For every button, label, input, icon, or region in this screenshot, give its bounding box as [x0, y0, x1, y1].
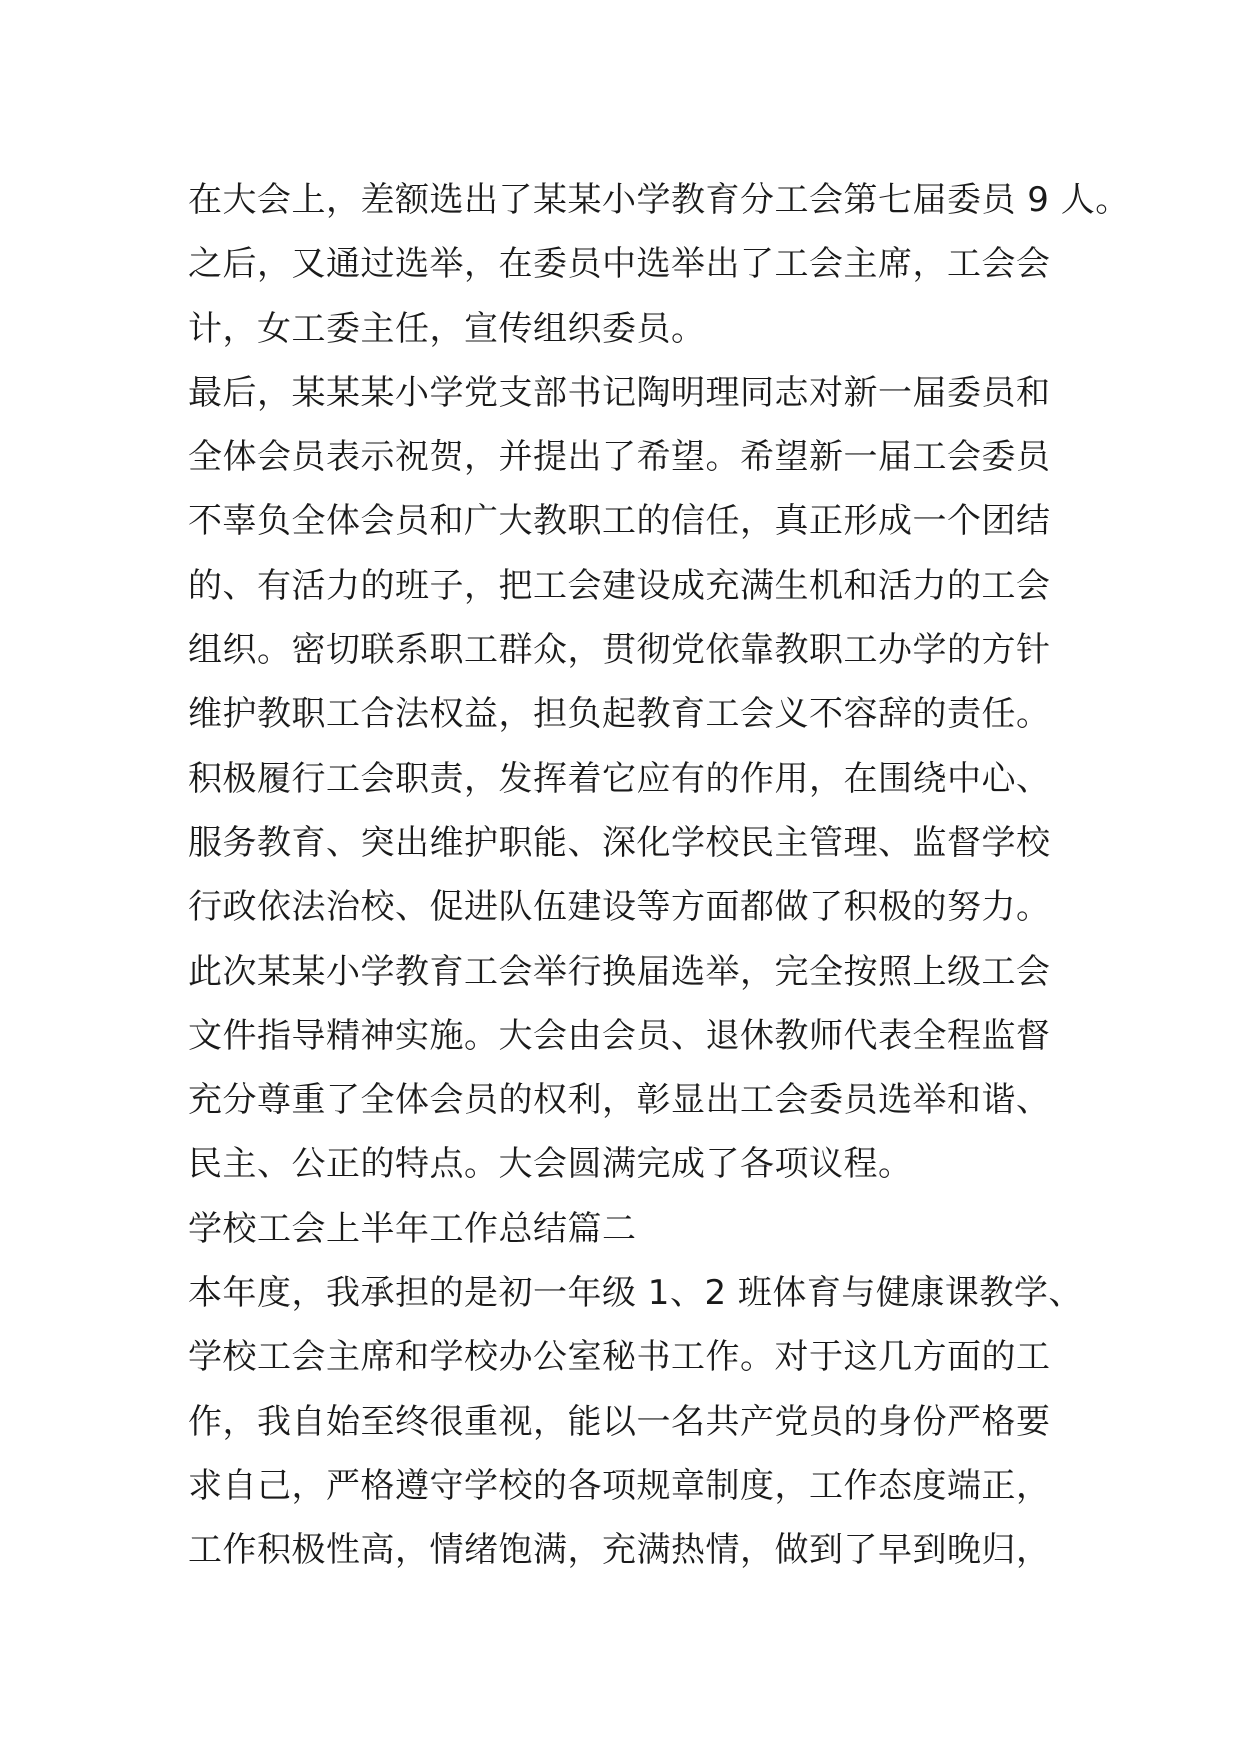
text-line: 维护教职工合法权益，担负起教育工会义不容辞的责任。	[188, 694, 1051, 735]
text-line: 的、有活力的班子，把工会建设成充满生机和活力的工会	[188, 565, 1051, 606]
document-body	[188, 168, 1130, 1583]
text-line: 工作积极性高，情绪饱满，充满热情，做到了早到晚归，	[188, 1530, 1051, 1571]
text-line: 文件指导精神实施。大会由会员、退休教师代表全程监督	[188, 1015, 1051, 1056]
text-line: 行政依法治校、促进队伍建设等方面都做了积极的努力。	[188, 887, 1051, 928]
text-line: 作，我自始至终很重视，能以一名共产党员的身份严格要	[188, 1401, 1051, 1442]
section-heading: 学校工会上半年工作总结篇二	[188, 1208, 637, 1249]
text-line: 最后，某某某小学党支部书记陶明理同志对新一届委员和	[188, 372, 1051, 413]
text-line: 民主、公正的特点。大会圆满完成了各项议程。	[188, 1144, 913, 1185]
text-line: 在大会上，差额选出了某某小学教育分工会第七届委员 9 人。	[188, 180, 1130, 220]
text-line: 服务教育、突出维护职能、深化学校民主管理、监督学校	[188, 822, 1051, 863]
text-line: 计，女工委主任，宣传组织委员。	[188, 308, 706, 349]
text-line: 学校工会主席和学校办公室秘书工作。对于这几方面的工	[188, 1337, 1051, 1378]
text-line: 充分尊重了全体会员的权利，彰显出工会委员选举和谐、	[188, 1080, 1051, 1121]
text-line: 全体会员表示祝贺，并提出了希望。希望新一届工会委员	[188, 437, 1051, 478]
text-line: 组织。密切联系职工群众，贯彻党依靠教职工办学的方针	[188, 630, 1051, 671]
text-line: 不辜负全体会员和广大教职工的信任，真正形成一个团结	[188, 501, 1051, 542]
text-line: 求自己，严格遵守学校的各项规章制度，工作态度端正，	[188, 1465, 1051, 1506]
text-line: 之后，又通过选举，在委员中选举出了工会主席，工会会	[188, 244, 1051, 285]
text-line: 此次某某小学教育工会举行换届选举，完全按照上级工会	[188, 951, 1051, 992]
text-line: 本年度，我承担的是初一年级 1、2 班体育与健康课教学、	[188, 1273, 1083, 1314]
text-line: 积极履行工会职责，发挥着它应有的作用，在围绕中心、	[188, 758, 1051, 799]
